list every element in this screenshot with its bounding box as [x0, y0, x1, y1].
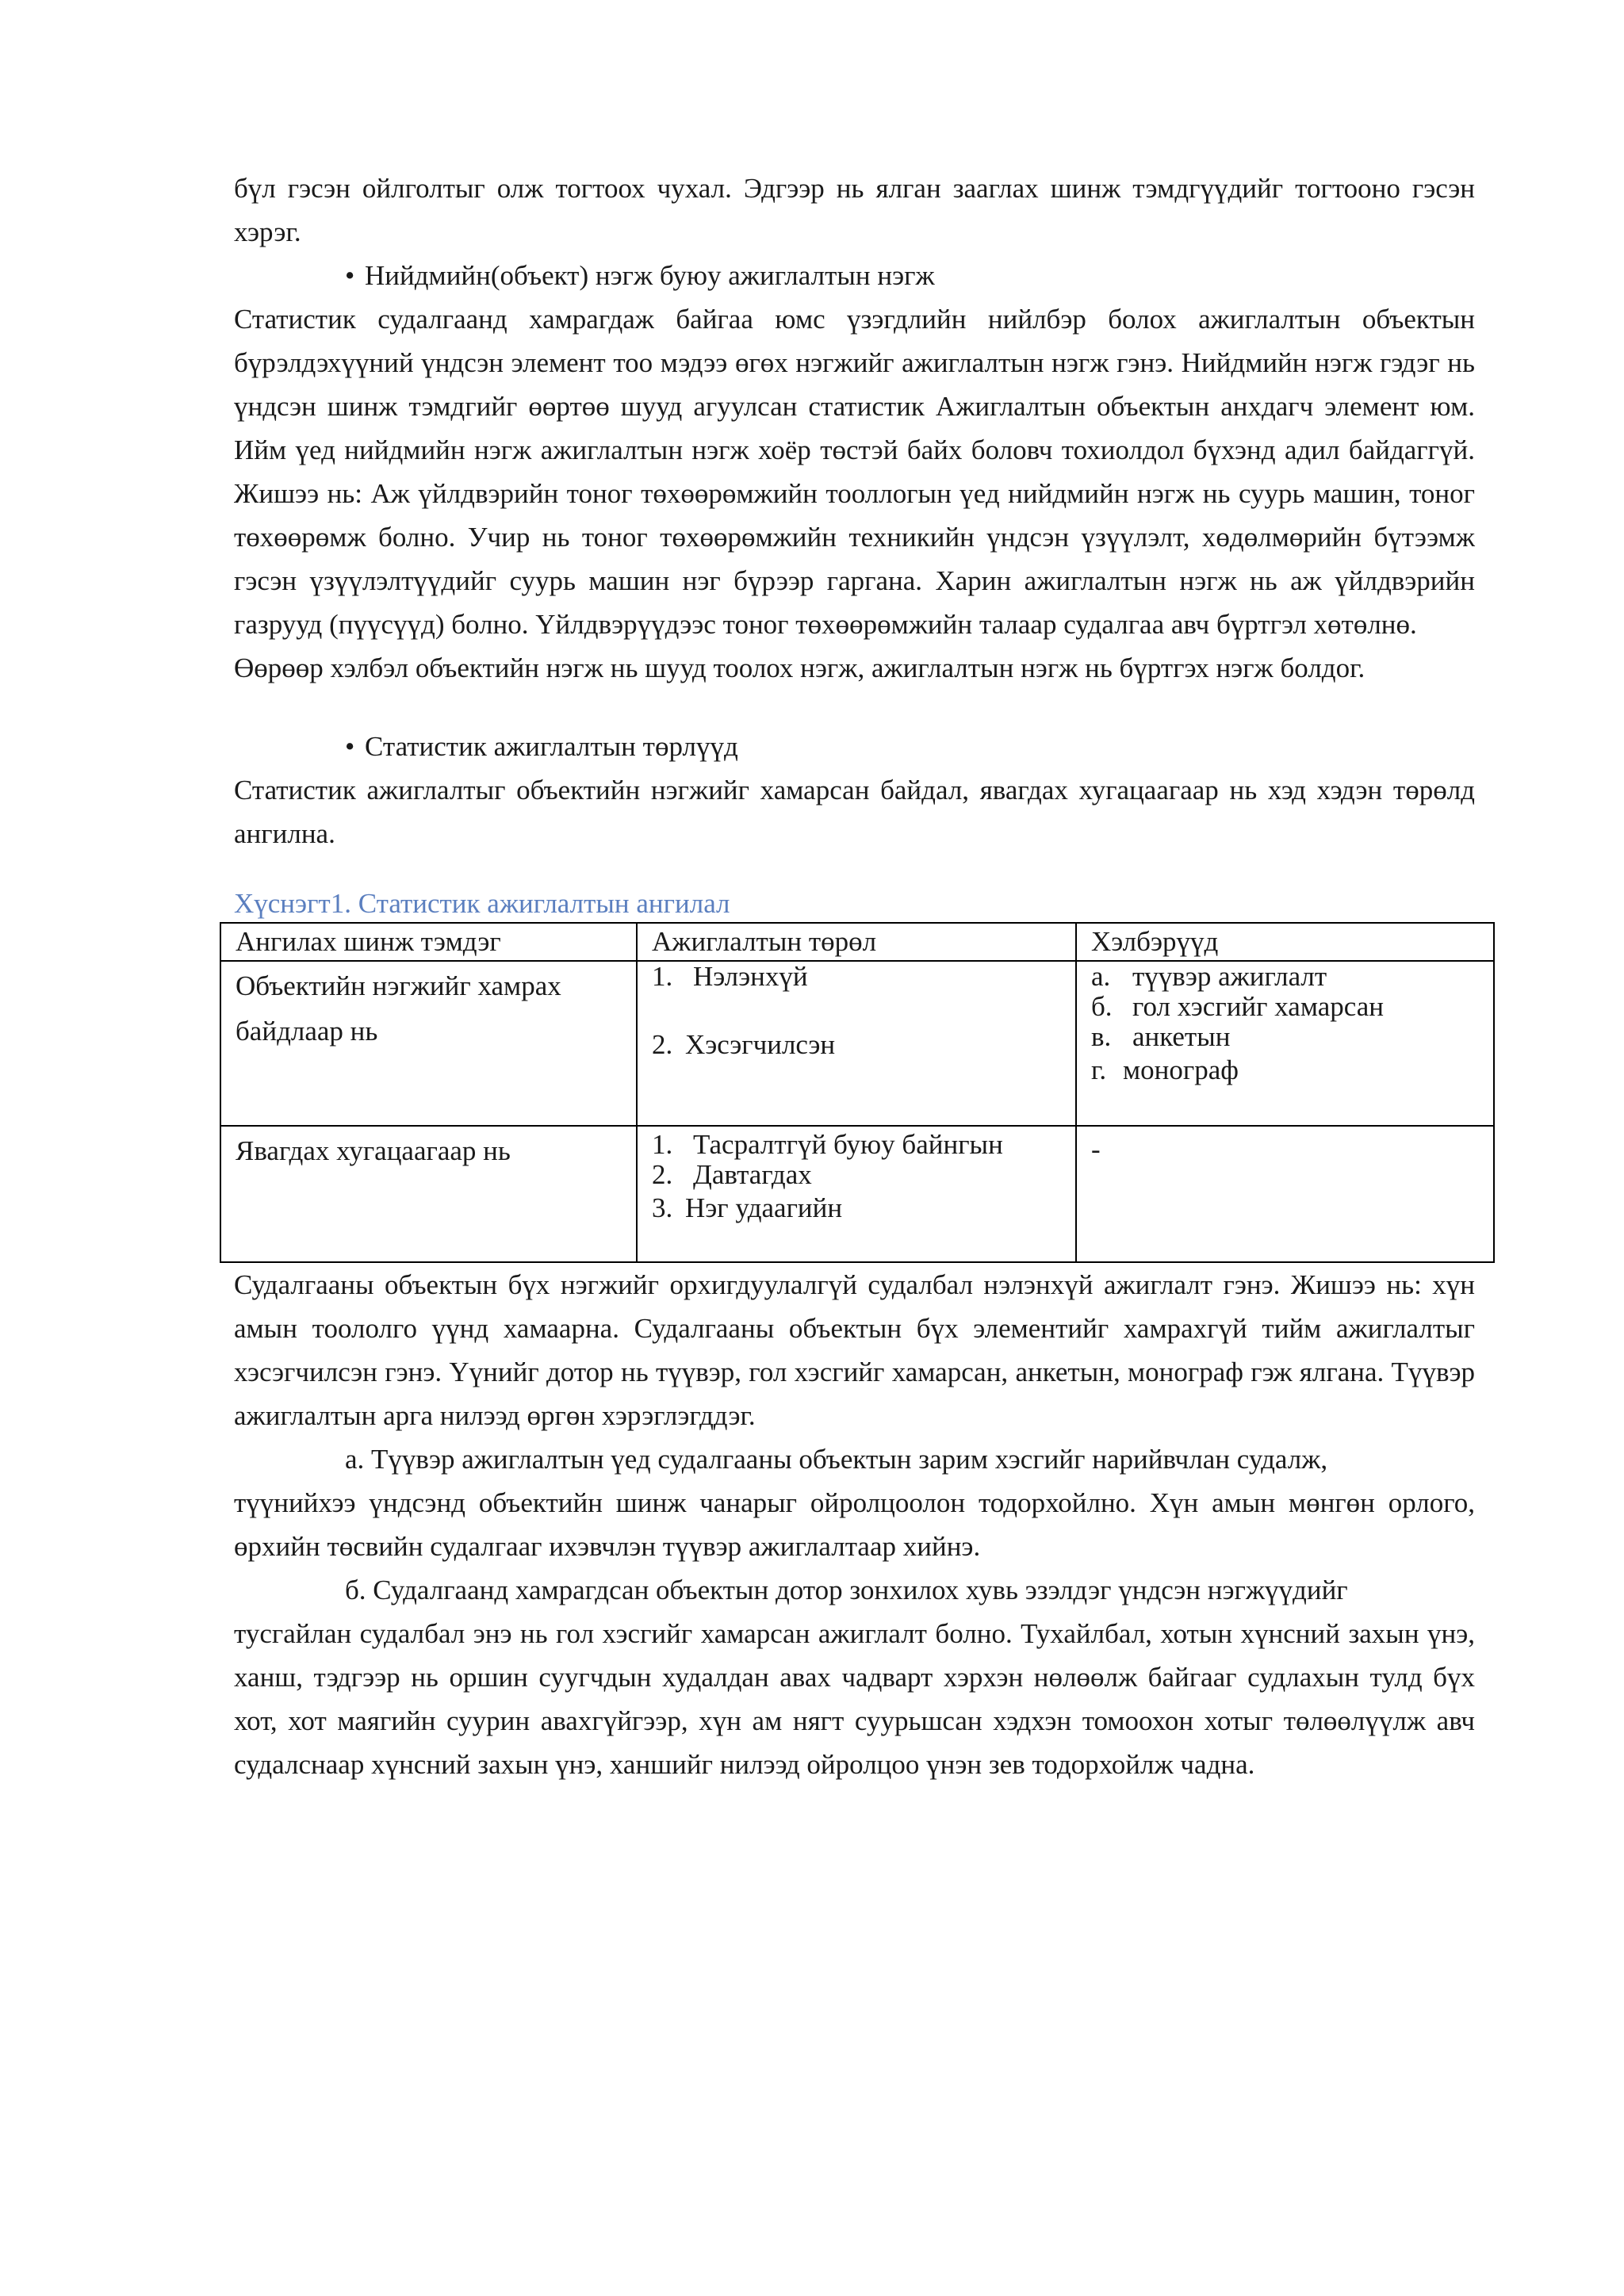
list-item — [652, 1030, 1064, 1060]
bullet-text: Статистик ажиглалтын төрлүүд — [365, 731, 738, 762]
list-letter: б. — [1091, 991, 1113, 1022]
list-text: анкетын — [1132, 1021, 1231, 1052]
list-text: гол хэсгийг хамарсан — [1132, 991, 1384, 1022]
list-number: 1. — [652, 961, 673, 992]
list-number: 1. — [652, 1129, 673, 1160]
list-item — [652, 1160, 1064, 1190]
paragraph-observation-unit: Статистик судалгаанд хамрагдаж байгаа юмс үзэгдлийн нийлбэр болох ажиглалтын объектын бүрэлдэхүүний үндсэн элемент тоо мэдээ өгөх нэгжийг ажиглалтын нэгж гэнэ. Нийдмийн нэгж гэдэг нь үндсэн шинж тэмдгийг өөртөө шууд агуулсан статистик Ажиглалтын объектын анхдагч элемент юм. Ийм үед нийдмийн нэгж ажиглалтын нэгж хоёр төстэй байх боловч тохиолдол бүхэнд адил байдаггүй. Жишээ нь: Аж үйлдвэрийн тоног төхөөрөмжийн тооллогын үед нийдмийн нэгж нь суурь машин, тоног төхөөрөмж болно. Учир нь тоног төхөөрөмжийн техникийн үндсэн үзүүлэлт, хөдөлмөрийн бүтээмж гэсэн үзүүлэлтүүдийг суурь машин нэг бүрээр гаргана. Харин ажиглалтын нэгж нь аж үйлдвэрийн газрууд (пүүсүүд) болно. Үйлдвэрүүдээс тоног төхөөрөмжийн талаар судалгаа авч бүртгэл хөтөлнө. — [234, 304, 1475, 640]
table-cell-types — [637, 1126, 1076, 1262]
table-cell-forms — [1076, 1126, 1494, 1262]
list-text: монограф — [1123, 1054, 1239, 1085]
table-cell-forms — [1076, 961, 1494, 1126]
table-row — [220, 1126, 1494, 1262]
document-page — [234, 166, 1475, 1786]
spacer — [234, 690, 1475, 725]
paragraph-full-observation: Судалгааны объектын бүх нэгжийг орхигдуулалгүй судалбал нэлэнхүй ажиглалт гэнэ. Жишээ нь: хүн амын тоололго үүнд хамаарна. Судалгааны объектын бүх элементийг хамрахгүй тийм ажиглалтыг хэсэгчилсэн гэнэ. Үүнийг дотор нь түүвэр, гол хэсгийг хамарсан, анкетын, монограф гэж ялгана. Түүвэр ажиглалтын арга нилээд өргөн хэрэглэгддэг. — [234, 1269, 1475, 1431]
list-item — [1091, 992, 1482, 1022]
table-header-cell: Ажиглалтын төрөл — [637, 923, 1076, 961]
list-letter: а. — [1091, 961, 1111, 992]
list-letter: г. — [1091, 1054, 1107, 1085]
list-text: түүвэр ажиглалт — [1132, 961, 1327, 992]
list-letter: в. — [1091, 1021, 1112, 1052]
table-caption: Хүснэгт1. Статистик ажиглалтын ангилал — [234, 888, 730, 919]
list-text: Нэлэнхүй — [693, 961, 808, 992]
spacer — [652, 992, 1064, 1030]
list-item — [652, 1190, 1064, 1226]
list-number: 2. — [652, 1159, 673, 1190]
list-text: Давтагдах — [693, 1159, 812, 1190]
paragraph-main-part-b: б. Судалгаанд хамрагдсан объектын дотор зонхилох хувь эзэлдэг үндсэн нэгжүүдийг — [345, 1575, 1348, 1605]
list-item — [1091, 1022, 1482, 1052]
dash-text: - — [1091, 1134, 1101, 1165]
table-header-cell: Хэлбэрүүд — [1076, 923, 1494, 961]
bullet-icon: • — [345, 731, 355, 762]
list-text: Хэсэгчилсэн — [685, 1029, 836, 1060]
list-item — [1091, 1052, 1482, 1089]
paragraph-intro: бүл гэсэн ойлголтыг олж тогтоох чухал. Эдгээр нь ялган зааглах шинж тэмдгүүдийг тогтооно гэсэн хэрэг. — [234, 173, 1475, 247]
list-item — [1091, 962, 1482, 992]
bullet-icon: • — [345, 260, 355, 291]
criterion-text: Объектийн нэгжийг хамрах байдлаар нь — [236, 970, 561, 1047]
list-item — [652, 962, 1064, 992]
bullet-text: Нийдмийн(объект) нэгж буюу ажиглалтын нэгж — [365, 260, 935, 291]
classification-table — [220, 922, 1495, 1263]
table-header-cell: Ангилах шинж тэмдэг — [220, 923, 637, 961]
bullet-observation-unit — [234, 254, 1475, 297]
list-text: Тасралтгүй буюу байнгын — [693, 1129, 1003, 1160]
list-number: 3. — [652, 1192, 673, 1223]
list-item — [652, 1130, 1064, 1160]
paragraph-sample-a: а. Түүвэр ажиглалтын үед судалгааны объектын зарим хэсгийг нарийвчлан судалж, — [345, 1444, 1328, 1475]
table-cell-criterion — [220, 961, 637, 1126]
paragraph-summary: Өөрөөр хэлбэл объектийн нэгж нь шууд тоолох нэгж, ажиглалтын нэгж нь бүртгэх нэгж болдог. — [234, 652, 1365, 683]
table-header-row — [220, 923, 1494, 961]
table-row — [220, 961, 1494, 1126]
list-text: Нэг удаагийн — [685, 1192, 843, 1223]
bullet-observation-types — [234, 725, 1475, 768]
list-number: 2. — [652, 1029, 673, 1060]
paragraph-classification: Статистик ажиглалтыг объектийн нэгжийг хамарсан байдал, явагдах хугацаагаар нь хэд хэдэн төрөлд ангилна. — [234, 775, 1475, 849]
criterion-text: Явагдах хугацаагаар нь — [236, 1135, 511, 1166]
table-cell-criterion — [220, 1126, 637, 1262]
paragraph-main-part-b-cont: тусгайлан судалбал энэ нь гол хэсгийг хамарсан ажиглалт болно. Тухайлбал, хотын хүнсний захын үнэ, ханш, тэдгээр нь оршин суугчдын худалдан авах чадварт хэрхэн нөлөөлж байгааг судлахын тулд бүх хот, хот маягийн суурин авахгүйгээр, хүн ам нягт суурьшсан хэдхэн томоохон хотыг төлөөлүүлж авч судалснаар хүнсний захын үнэ, ханшийг нилээд ойролцоо үнэн зев тодорхойлж чадна. — [234, 1618, 1475, 1780]
paragraph-sample-a-cont: түүнийхээ үндсэнд объектийн шинж чанарыг ойролцоолон тодорхойлно. Хүн амын мөнгөн орлого, өрхийн төсвийн судалгааг ихэвчлэн түүвэр ажиглалтаар хийнэ. — [234, 1487, 1475, 1562]
table-cell-types — [637, 961, 1076, 1126]
